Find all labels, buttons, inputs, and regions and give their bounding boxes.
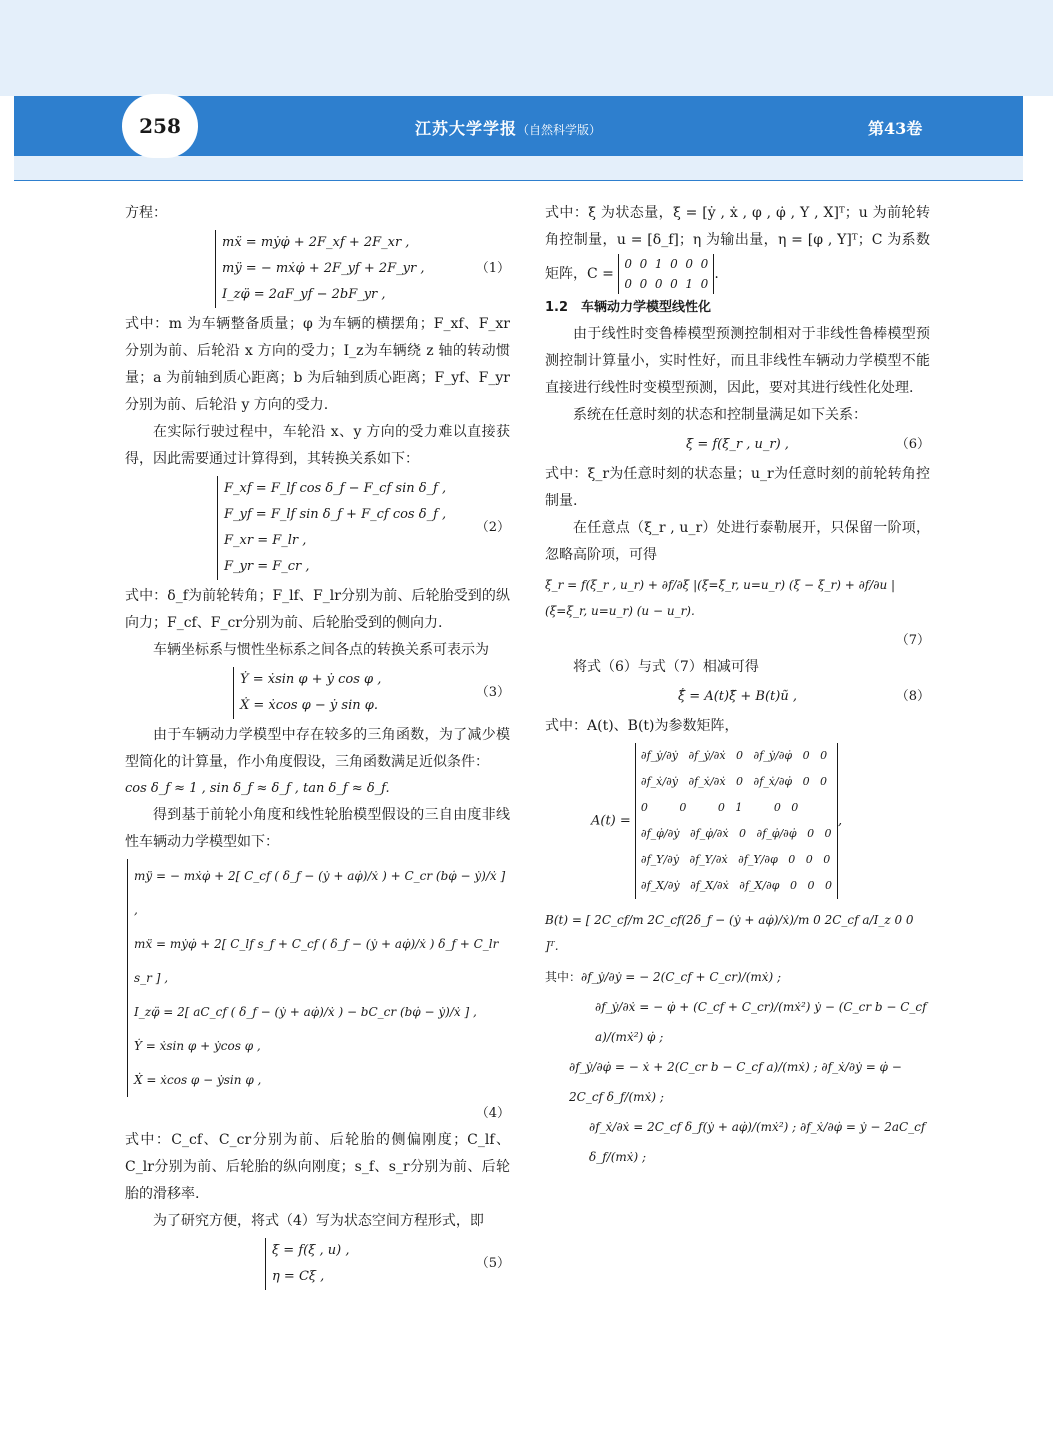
approximation: cos δ_f ≈ 1 , sin δ_f ≈ δ_f , tan δ_f ≈ δ_f. <box>125 781 390 796</box>
derivative: ∂f_ẏ/∂φ̇ = − ẋ + 2(C_cr b − C_cf a)/(mẋ) ; ∂f_ẋ/∂ẏ = φ̇ − 2C_cf δ_f/(mẋ) ; <box>569 1060 902 1104</box>
paragraph: 得到基于前轮小角度和线性轮胎模型假设的三自由度非线性车辆动力学模型如下： <box>125 807 510 850</box>
paragraph: 为了研究方便，将式（4）写为状态空间方程形式，即 <box>153 1213 484 1229</box>
equation-number: （4） <box>475 1106 510 1121</box>
eq-line: I_zφ̈ = 2aF_yf − 2bF_yr , <box>222 287 386 302</box>
right-column <box>545 200 930 1175</box>
equation-number: （8） <box>895 689 930 704</box>
paragraph: 式中：ξ_r为任意时刻的状态量；u_r为任意时刻的前轮转角控制量. <box>545 466 930 509</box>
a-matrix-equation <box>591 743 930 899</box>
equation-number: （5） <box>475 1256 510 1271</box>
eq-line: I_zφ̈ = 2[ aC_cf ( δ_f − (ẏ + aφ̇)/ẋ ) − bC_cr (bφ̇ − ẏ)/ẋ ] , <box>134 1005 477 1019</box>
a-tail: , <box>837 813 843 829</box>
equation-1 <box>125 230 510 308</box>
matrix-row: ∂f_X/∂ẏ ∂f_X/∂ẋ ∂f_X/∂φ 0 0 0 <box>640 879 832 892</box>
eq-line: F_xr = F_lr , <box>224 533 307 548</box>
eq-line: ξ̇ = f(ξ , u) , <box>272 1243 350 1258</box>
paragraph: 式中：m 为车辆整备质量；φ 为车辆的横摆角；F_xf、F_xr分别为前、后轮沿 x 方向的受力；I_z为车辆绕 z 轴的转动惯量；a 为前轴到质心距离；b 为后轴到质心距离；F_yf、F_yr分别为前、后轮沿 y 方向的受力. <box>125 316 510 413</box>
matrix-row: 0 0 0 1 0 0 <box>640 801 799 814</box>
paragraph: 式中：A(t)、B(t)为参数矩阵， <box>545 718 739 734</box>
eq-line: ξ̇_r = f(ξ_r , u_r) + ∂f/∂ξ |(ξ=ξ_r, u=u_r) (ξ − ξ_r) + ∂f/∂u |(ξ=ξ_r, u=u_r) (u − u_r). <box>545 578 896 618</box>
equation-number: （6） <box>895 437 930 452</box>
eq-line: Ẋ = ẋcos φ − ẏsin φ , <box>134 1073 262 1087</box>
eq-line: mẍ = mẏφ̇ + 2F_xf + 2F_xr , <box>222 235 410 250</box>
eq-line <box>545 962 930 992</box>
journal-edition: （自然科学版） <box>517 123 602 137</box>
a-label: A(t) = <box>591 813 631 829</box>
equation-number: （1） <box>475 261 510 276</box>
paragraph: 将式（6）与式（7）相减可得 <box>573 659 759 675</box>
derivative: ∂f_ẏ/∂ẏ = − 2(C_cf + C_cr)/(mẋ) ; <box>581 970 782 984</box>
b-matrix-equation <box>545 907 930 959</box>
qi-label: 其中： <box>545 970 582 984</box>
matrix-row: ∂f_ẋ/∂ẏ ∂f_ẋ/∂ẋ 0 ∂f_ẋ/∂φ̇ 0 0 <box>640 775 828 788</box>
eq-line: mÿ = − mẋφ̇ + 2F_yf + 2F_yr , <box>222 261 425 276</box>
paragraph: 式中：ξ 为状态量，ξ = [ẏ , ẋ , φ , φ̇ , Y , X]ᵀ；u 为前轮转角控制量，u = [δ_f]；η 为输出量，η = [φ , Y]ᵀ；C 为系数矩阵，C = 0 0 1 0 0 0 0 0 0 0 1 0 . <box>545 200 930 294</box>
equation-8 <box>545 684 930 710</box>
equation-3 <box>125 667 510 719</box>
eq-line: ξ̃̇ = A(t)ξ̃ + B(t)ũ , <box>678 689 797 704</box>
paragraph: 式中：C_cf、C_cr分别为前、后轮胎的侧偏刚度；C_lf、C_lr分别为前、后轮胎的纵向刚度；s_f、s_r分别为前、后轮胎的滑移率. <box>125 1132 510 1202</box>
equation-6 <box>545 432 930 458</box>
journal-name: 江苏大学学报 <box>415 119 518 138</box>
paragraph: 系统在任意时刻的状态和控制量满足如下关系： <box>573 407 867 423</box>
equation-5 <box>125 1238 510 1290</box>
eq-line: mẍ = mẏφ̇ + 2[ C_lf s_f + C_cf ( δ_f − (ẏ + aφ̇)/ẋ ) δ_f + C_lr s_r ] , <box>134 937 499 985</box>
eq-line: F_yf = F_lf sin δ_f + F_cf cos δ_f , <box>224 507 447 522</box>
page-number: 258 <box>122 94 198 158</box>
equation-7 <box>545 572 930 624</box>
eq-line: mÿ = − mẋφ̇ + 2[ C_cf ( δ_f − (ẏ + aφ̇)/ẋ ) + C_cr (bφ̇ − ẏ)/ẋ ] , <box>134 869 506 917</box>
eq-line: Ẏ = ẋsin φ + ẏcos φ , <box>134 1039 261 1053</box>
paragraph: 由于车辆动力学模型中存在较多的三角函数，为了减少模型简化的计算量，作小角度假设，三角函数满足近似条件： <box>125 727 510 770</box>
paragraph: 式中：δ_f为前轮转角；F_lf、F_lr分别为前、后轮胎受到的纵向力；F_cf、F_cr分别为前、后轮胎受到的侧向力. <box>125 588 510 631</box>
derivative: ∂f_ẏ/∂ẋ = − φ̇ + (C_cf + C_cr)/(mẋ²) ẏ − (C_cr b − C_cf a)/(mẋ²) φ̇ ; <box>595 1000 927 1044</box>
paragraph: 在任意点（ξ_r , u_r）处进行泰勒展开，只保留一阶项，忽略高阶项，可得 <box>545 520 930 563</box>
equation-4 <box>125 859 510 1097</box>
paragraph: 在实际行驶过程中，车轮沿 x、y 方向的受力难以直接获得，因此需要通过计算得到，其转换关系如下： <box>125 424 510 467</box>
eq-line: ξ̇ = f(ξ_r , u_r) , <box>686 437 789 452</box>
equation-number: （2） <box>475 520 510 535</box>
matrix-row: ∂f_ẏ/∂ẏ ∂f_ẏ/∂ẋ 0 ∂f_ẏ/∂φ̇ 0 0 <box>640 749 828 762</box>
paragraph: 由于线性时变鲁棒模型预测控制相对于非线性鲁棒模型预测控制计算量小，实时性好，而且非线性车辆动力学模型不能直接进行线性时变模型预测，因此，要对其进行线性化处理. <box>545 326 930 396</box>
matrix-row: ∂f_Y/∂ẏ ∂f_Y/∂ẋ ∂f_Y/∂φ 0 0 0 <box>640 853 831 866</box>
equation-number: （3） <box>475 685 510 700</box>
eq-line: Ẏ = ẋsin φ + ẏ cos φ , <box>240 672 382 687</box>
eq-line: F_xf = F_lf cos δ_f − F_cf sin δ_f , <box>224 481 447 496</box>
a-matrix <box>635 743 838 899</box>
left-column <box>125 200 510 1293</box>
c-matrix <box>618 254 714 294</box>
partial-derivatives <box>545 962 930 1172</box>
matrix-row: 0 0 0 0 1 0 <box>624 277 709 291</box>
text-line: 方程： <box>125 205 167 221</box>
eq-line: η = Cξ , <box>272 1269 325 1284</box>
matrix-row: 0 0 1 0 0 0 <box>624 257 709 271</box>
eq-line: B(t) = [ 2C_cf/m 2C_cf(2δ_f − (ẏ + aφ̇)/ẋ)/m 0 2C_cf a/I_z 0 0 ]ᵀ. <box>545 913 914 953</box>
volume-label: 第43卷 <box>868 119 923 138</box>
paragraph: 车辆坐标系与惯性坐标系之间各点的转换关系可表示为 <box>153 642 489 658</box>
equation-2 <box>125 476 510 580</box>
eq-line: F_yr = F_cr , <box>224 559 310 574</box>
text: 式中：ξ 为状态量，ξ = [ẏ , ẋ , φ , φ̇ , Y , X]ᵀ；u 为前轮转角控制量，u = [δ_f]；η 为输出量，η = [φ , Y]ᵀ；C 为系数矩阵，C = <box>545 205 930 282</box>
journal-title <box>415 116 601 139</box>
derivative: ∂f_ẋ/∂ẋ = 2C_cf δ_f(ẏ + aφ̇)/(mẋ²) ; ∂f_ẋ/∂φ̇ = ẏ − 2aC_cf δ_f/(mẋ) ; <box>589 1120 926 1164</box>
header-band-light <box>0 0 1053 96</box>
section-heading: 1.2 车辆动力学模型线性化 <box>545 300 712 315</box>
header-band-bottom <box>14 156 1023 181</box>
eq-line: Ẋ = ẋcos φ − ẏ sin φ. <box>240 698 378 713</box>
matrix-row: ∂f_φ̇/∂ẏ ∂f_φ̇/∂ẋ 0 ∂f_φ̇/∂φ̇ 0 0 <box>640 827 832 840</box>
equation-number: （7） <box>895 633 930 648</box>
